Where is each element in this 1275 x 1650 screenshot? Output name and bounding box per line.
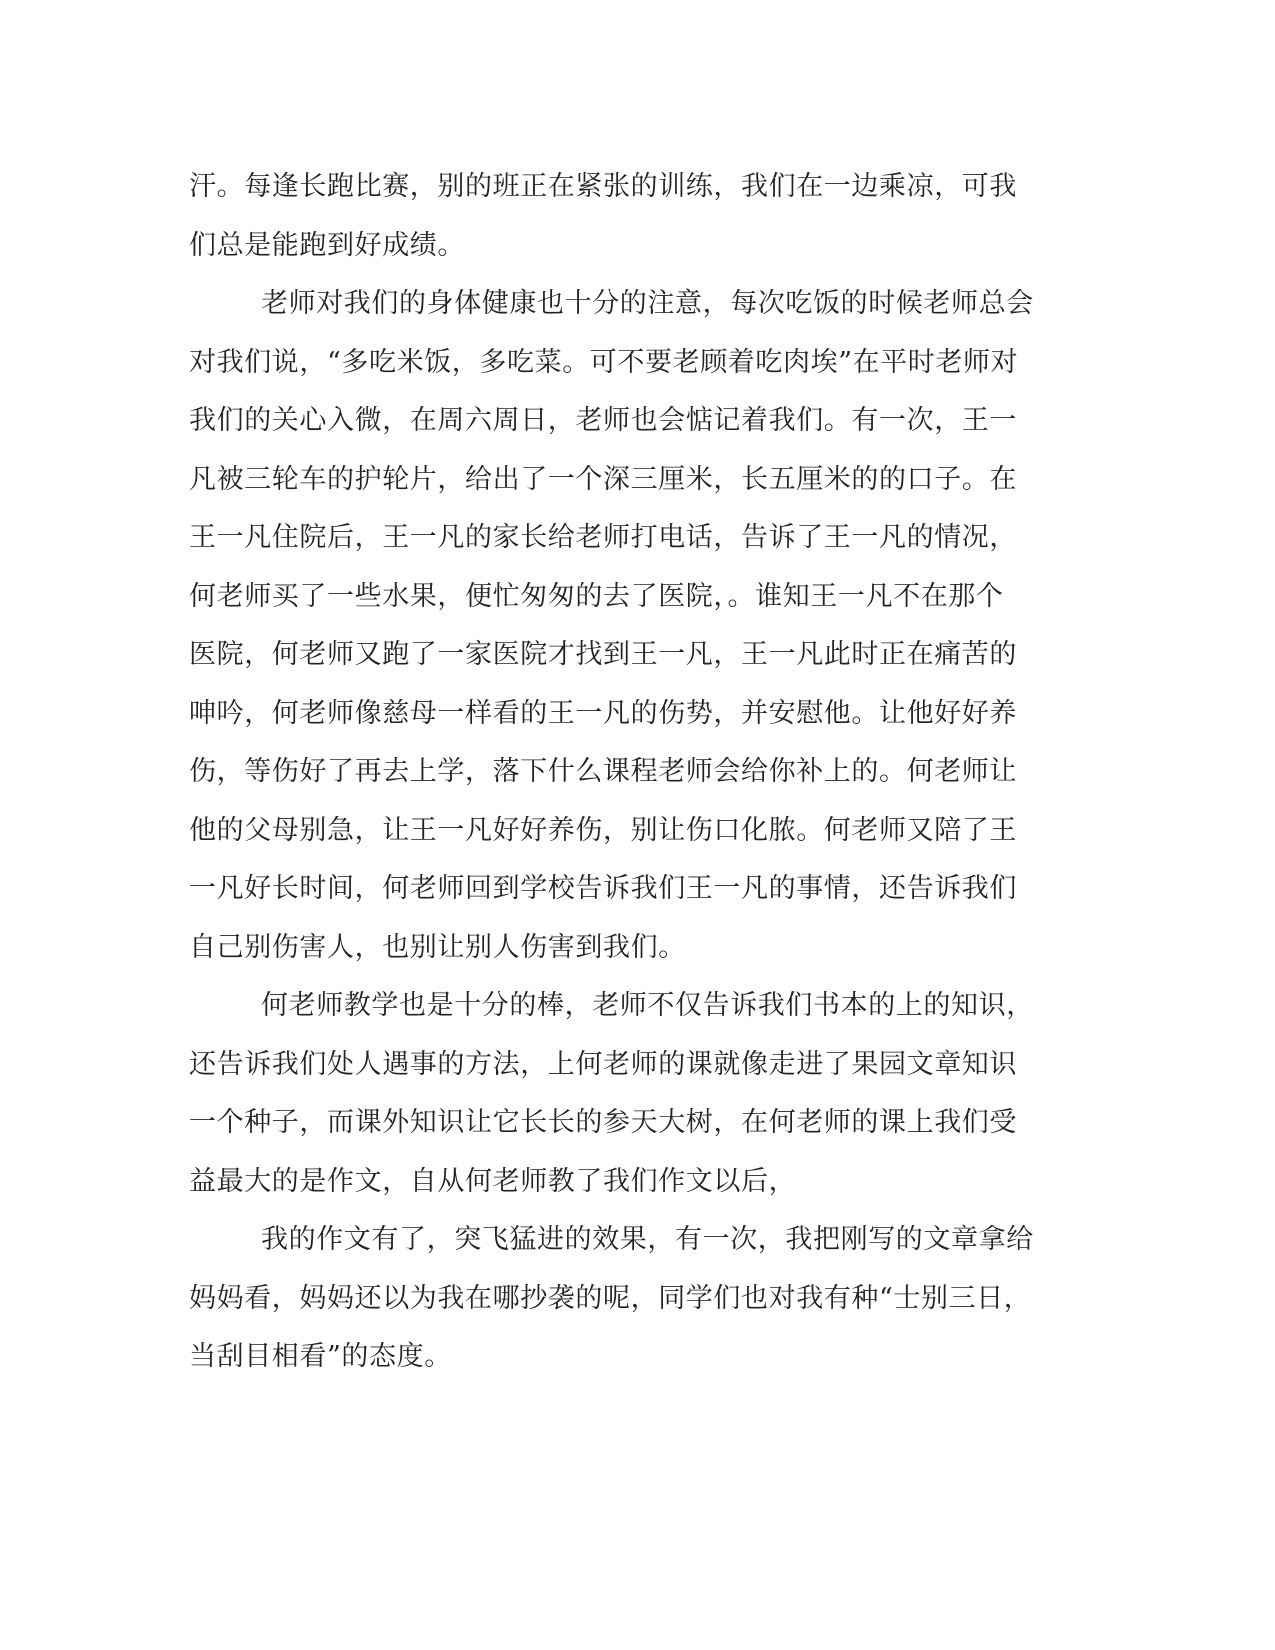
text-line: 医院，何老师又跑了一家医院才找到王一凡，王一凡此时正在痛苦的 [189,639,1017,670]
document-body [189,158,1069,1387]
text-line: 汗。每逢长跑比赛，别的班正在紧张的训练，我们在一边乘凉，可我 [189,171,1017,202]
text-line: 伤，等伤好了再去上学，落下什么课程老师会给你补上的。何老师让 [189,756,1017,787]
text-line: 一凡好长时间，何老师回到学校告诉我们王一凡的事情，还告诉我们 [189,873,1017,904]
text-line: 王一凡住院后，王一凡的家长给老师打电话，告诉了王一凡的情况， [189,522,1017,553]
text-line: 我的作文有了，突飞猛进的效果，有一次，我把刚写的文章拿给 [261,1224,1034,1255]
text-line: 我们的关心入微，在周六周日，老师也会惦记着我们。有一次，王一 [189,405,1017,436]
text-line: 还告诉我们处人遇事的方法，上何老师的课就像走进了果园文章知识 [189,1048,1017,1080]
text-line: 他的父母别急，让王一凡好好养伤，别让伤口化脓。何老师又陪了王 [189,814,1017,846]
text-line: 妈妈看，妈妈还以为我在哪抄袭的呢，同学们也对我有种“士别三日， [189,1282,1032,1314]
text-line: 何老师买了一些水果，便忙匆匆的去了医院，。谁知王一凡不在那个 [189,580,1004,612]
text-line: 何老师教学也是十分的棒，老师不仅告诉我们书本的上的知识， [261,990,1034,1021]
text-line: 呻吟，何老师像慈母一样看的王一凡的伤势，并安慰他。让他好好养 [189,697,1017,729]
text-line: 当刮目相看”的态度。 [189,1341,452,1372]
text-line: 自己别伤害人，也别让别人伤害到我们。 [189,931,686,963]
text-line: 益最大的是作文，自从何老师教了我们作文以后， [189,1165,797,1197]
text-line: 们总是能跑到好成绩。 [189,229,465,261]
text-line: 凡被三轮车的护轮片，给出了一个深三厘米，长五厘米的的口子。在 [189,463,1017,495]
text-line: 老师对我们的身体健康也十分的注意，每次吃饭的时候老师总会 [261,288,1034,319]
text-line: 一个种子，而课外知识让它长长的参天大树，在何老师的课上我们受 [189,1107,1017,1138]
text-line: 对我们说，“多吃米饭，多吃菜。可不要老顾着吃肉埃”在平时老师对 [189,346,1019,378]
